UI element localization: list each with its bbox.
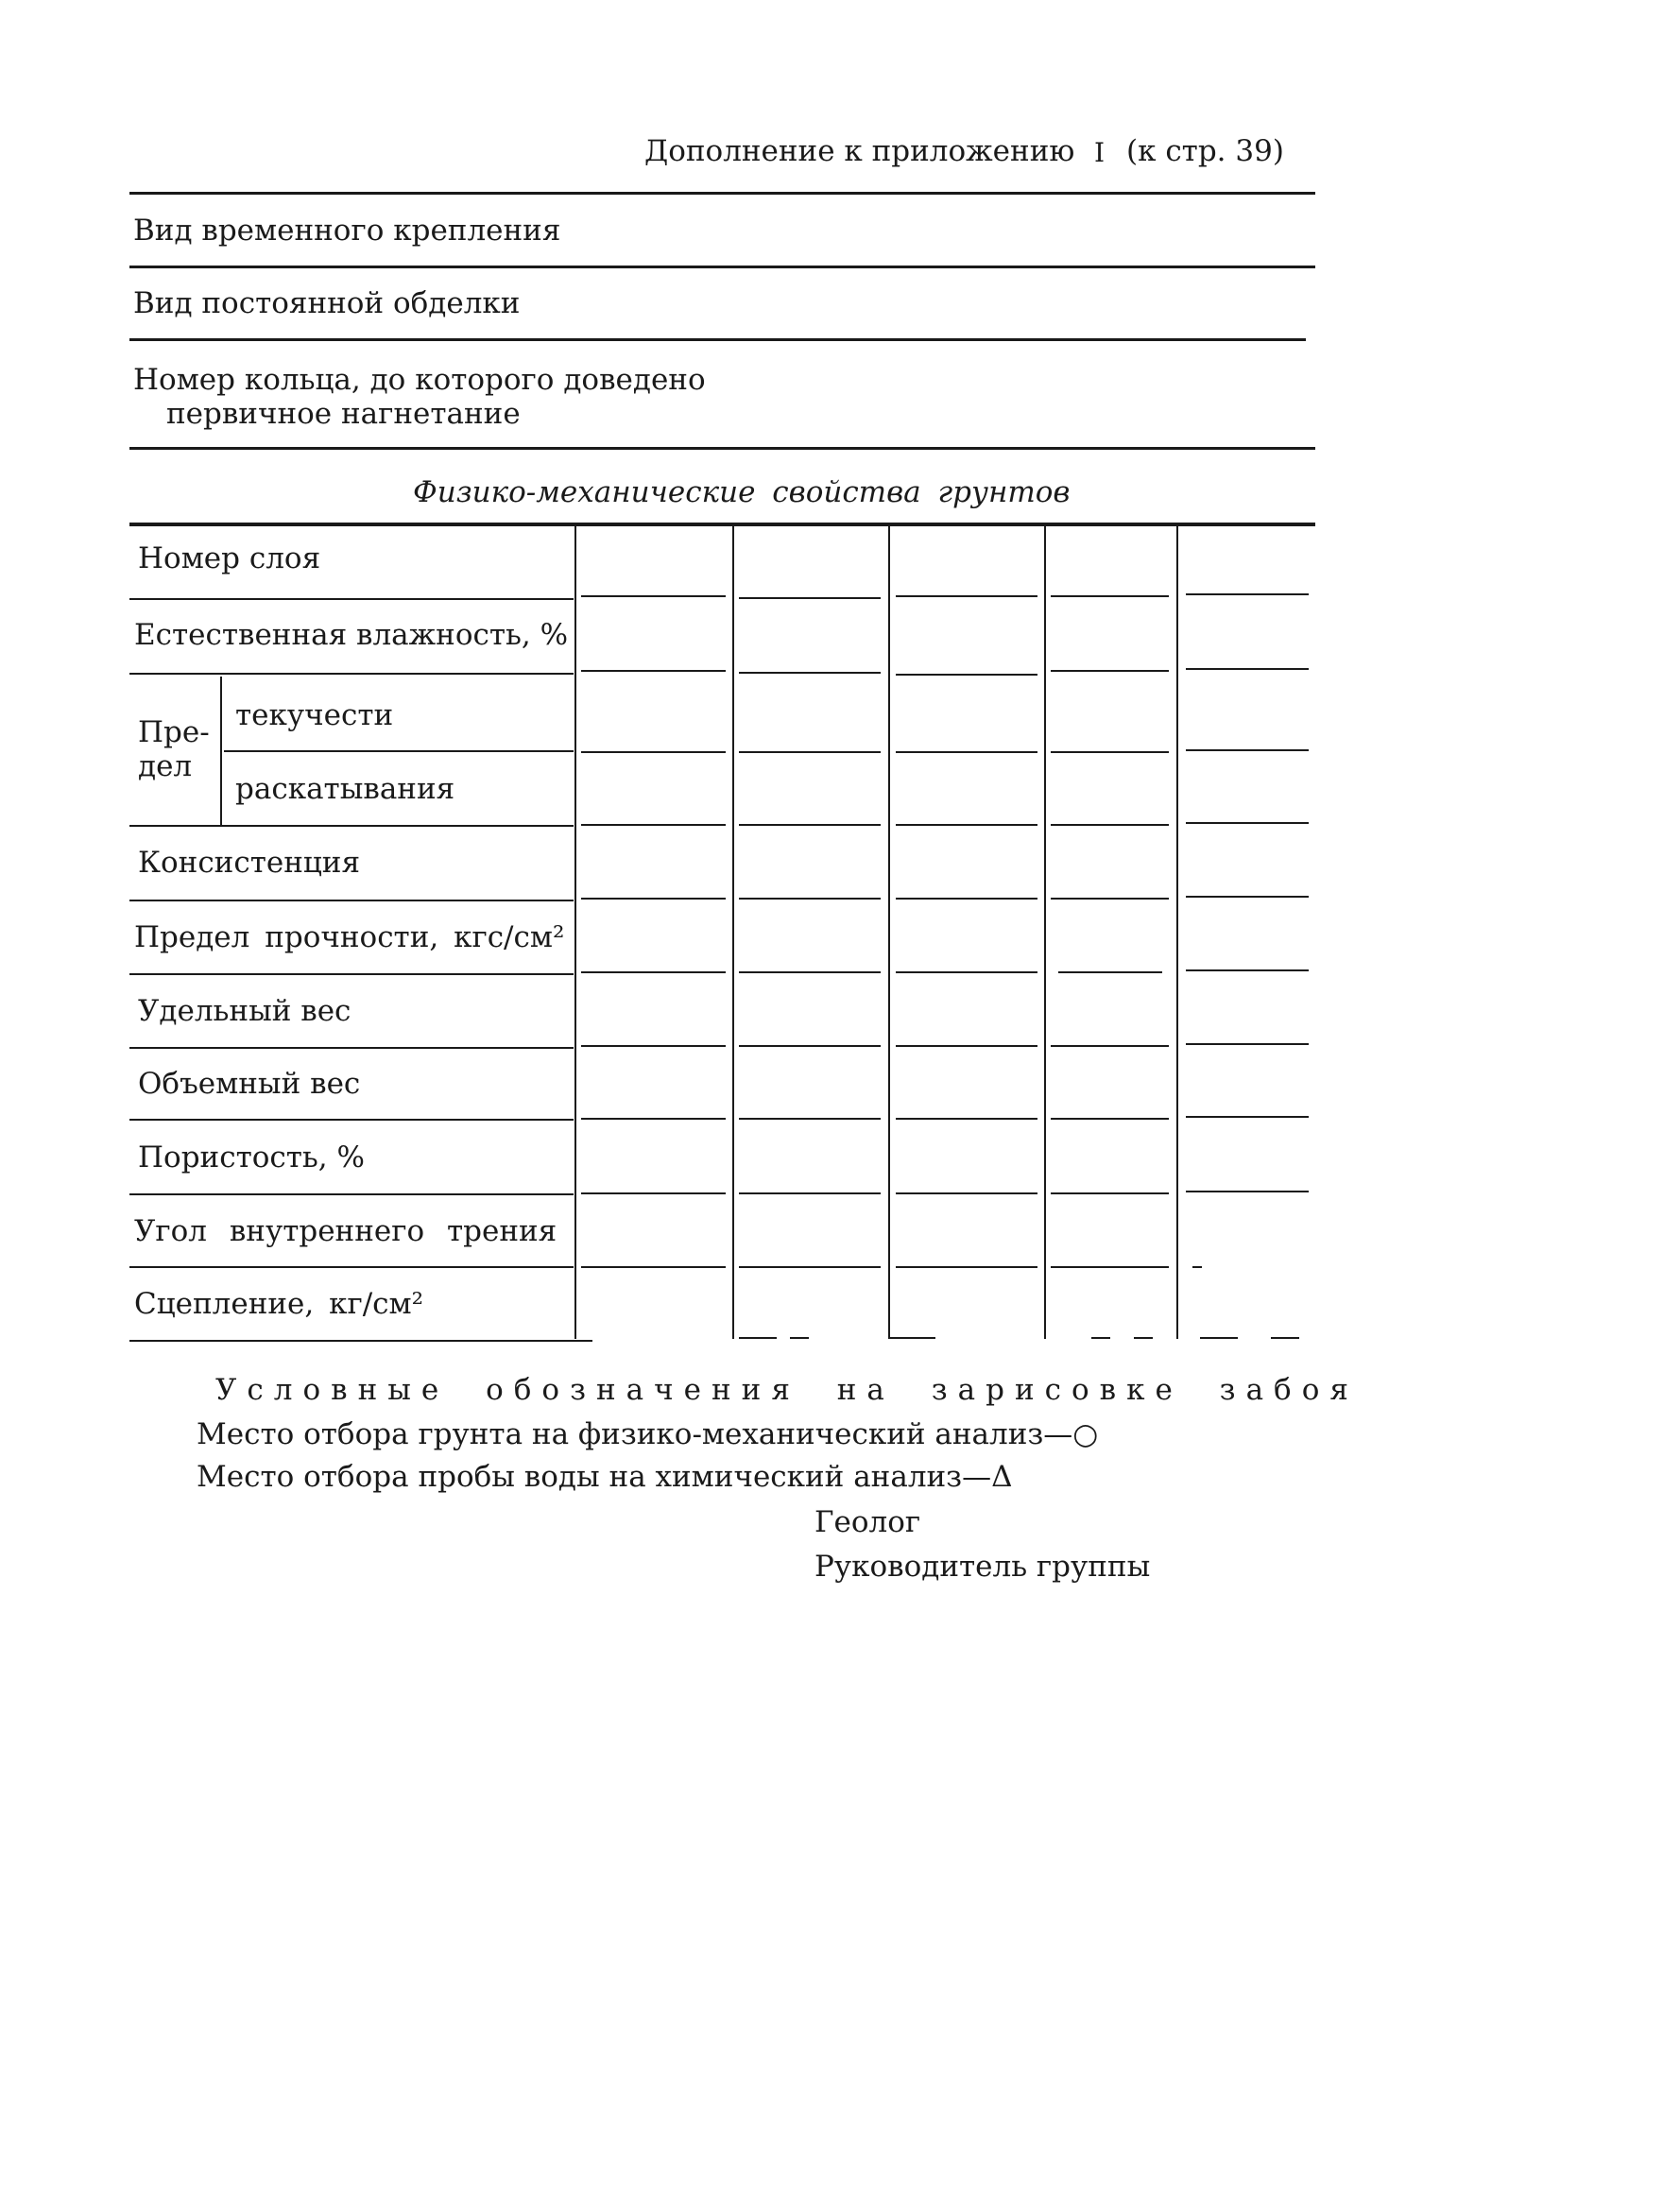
cell-rule (739, 1192, 881, 1194)
cell-rule (581, 971, 726, 973)
cell-rule (739, 751, 881, 753)
cell-rule (739, 971, 881, 973)
row-label-porosity: Пористость, % (138, 1140, 365, 1175)
row-rule (129, 900, 574, 901)
cell-rule (1051, 670, 1169, 672)
temporary-support-line (129, 266, 1315, 268)
cell-rule (896, 674, 1037, 676)
cell-rule (1186, 749, 1309, 751)
column-divider (1176, 526, 1178, 1339)
cell-rule (1186, 1116, 1309, 1118)
cell-rule (739, 1337, 777, 1339)
column-divider (732, 526, 734, 1339)
cell-rule (739, 1045, 881, 1047)
cell-rule (581, 1192, 726, 1194)
table-top-rule (129, 523, 1315, 526)
column-divider (574, 526, 576, 1339)
cell-rule (739, 898, 881, 900)
cell-rule (581, 751, 726, 753)
row-rule (129, 1119, 574, 1121)
row-rule (129, 598, 574, 600)
cell-rule (1186, 1043, 1309, 1045)
header-page-ref: (к стр. 39) (1126, 134, 1284, 168)
row-rule (129, 825, 574, 827)
row-label-cohesion: Сцепление, кг/см² (134, 1287, 424, 1321)
cell-rule (1051, 1045, 1169, 1047)
row-label-moisture: Естественная влажность, % (134, 618, 569, 652)
cell-rule (1186, 896, 1309, 898)
cell-rule (1186, 668, 1309, 670)
cell-rule (581, 670, 726, 672)
cell-rule (896, 751, 1037, 753)
row-rule (129, 973, 574, 975)
cell-rule (581, 1118, 726, 1120)
table-title: Физико-механические свойства грунтов (413, 475, 1071, 509)
cell-rule (790, 1337, 809, 1339)
cell-rule (581, 898, 726, 900)
row-label-liquid-limit: текучести (235, 698, 394, 732)
row-rule (224, 750, 574, 752)
column-divider (888, 526, 890, 1339)
cell-rule (739, 597, 881, 599)
row-label-plastic-limit: раскатывания (235, 772, 455, 806)
cell-rule (1051, 1192, 1169, 1194)
cell-rule (1051, 751, 1169, 753)
cell-rule (1051, 1118, 1169, 1120)
cell-rule (1051, 824, 1169, 826)
ring-number-label-line1: Номер кольца, до которого доведено (133, 363, 706, 397)
ring-number-label-line2: первичное нагнетание (166, 397, 521, 431)
cell-rule (888, 1337, 935, 1339)
header-text: Дополнение к приложению (644, 134, 1075, 168)
cell-rule (581, 1045, 726, 1047)
cell-rule (739, 1266, 881, 1268)
legend-item-soil-sample: Место отбора грунта на физико-механический анализ—○ (197, 1417, 1099, 1451)
header-appendix-number: I (1094, 137, 1106, 168)
cell-rule (581, 1266, 726, 1268)
row-label-consistency: Консистенция (138, 846, 361, 880)
cell-rule (896, 824, 1037, 826)
cell-rule (1058, 971, 1162, 973)
cell-rule (1186, 593, 1309, 595)
row-rule (129, 1340, 592, 1342)
cell-rule (1186, 822, 1309, 824)
cell-rule (1051, 595, 1169, 597)
row-rule (129, 673, 574, 675)
cell-rule (896, 1045, 1037, 1047)
row-label-layer-number: Номер слоя (138, 541, 321, 575)
permanent-lining-line (129, 338, 1306, 341)
legend-item-water-sample: Место отбора пробы воды на химический анализ—Δ (197, 1460, 1013, 1494)
signature-geologist: Геолог (814, 1505, 921, 1539)
limit-group-label-line2: дел (138, 749, 193, 783)
cell-rule (1192, 1266, 1202, 1268)
cell-rule (1271, 1337, 1299, 1339)
row-label-bulk-weight: Объемный вес (138, 1067, 361, 1101)
cell-rule (896, 1118, 1037, 1120)
header-rule (129, 192, 1315, 195)
row-label-specific-weight: Удельный вес (138, 994, 351, 1028)
row-rule (129, 1266, 574, 1268)
cell-rule (581, 595, 726, 597)
row-label-strength: Предел прочности, кгс/см² (134, 920, 565, 954)
cell-rule (1200, 1337, 1238, 1339)
cell-rule (1051, 1266, 1169, 1268)
limit-group-divider (220, 677, 222, 825)
column-divider (1044, 526, 1046, 1339)
cell-rule (896, 595, 1037, 597)
cell-rule (896, 1192, 1037, 1194)
cell-rule (1051, 898, 1169, 900)
cell-rule (896, 1266, 1037, 1268)
permanent-lining-label: Вид постоянной обделки (133, 286, 521, 320)
ring-number-line (129, 447, 1315, 450)
cell-rule (1186, 1191, 1309, 1192)
row-rule (129, 1047, 574, 1049)
cell-rule (896, 971, 1037, 973)
cell-rule (581, 824, 726, 826)
temporary-support-label: Вид временного крепления (133, 214, 561, 248)
cell-rule (896, 898, 1037, 900)
limit-group-label-line1: Пре- (138, 715, 210, 749)
cell-rule (1186, 969, 1309, 971)
row-label-friction-angle: Угол внутреннего трения (134, 1214, 557, 1248)
cell-rule (1091, 1337, 1110, 1339)
cell-rule (739, 1118, 881, 1120)
legend-title: Условные обозначения на зарисовке забоя (215, 1373, 1359, 1407)
row-rule (129, 1193, 574, 1195)
cell-rule (1134, 1337, 1153, 1339)
signature-group-leader: Руководитель группы (814, 1550, 1151, 1584)
cell-rule (739, 672, 881, 674)
cell-rule (739, 824, 881, 826)
